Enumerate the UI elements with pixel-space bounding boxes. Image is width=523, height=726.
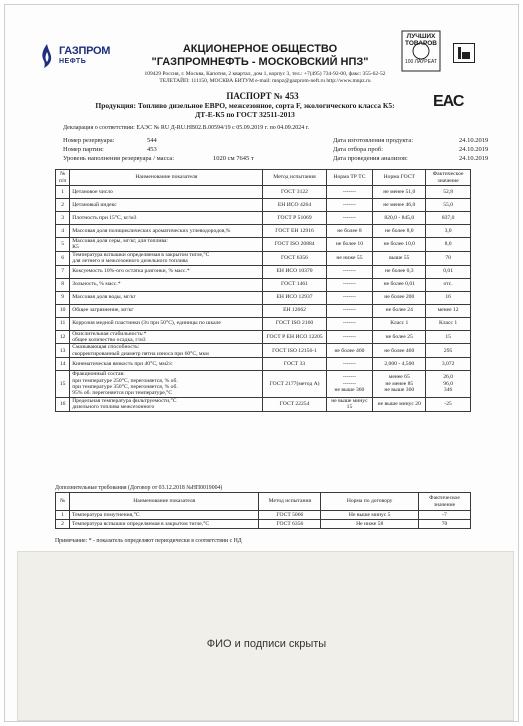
cell-tr-norm: ------- bbox=[326, 265, 373, 278]
badge-bottom-text: 100 ЛАУРЕАТ bbox=[405, 59, 437, 65]
logo-text-line1: ГАЗПРОМ bbox=[59, 45, 111, 57]
cell-actual: -7 bbox=[419, 511, 471, 520]
cell-gost-norm: не более 0,3 bbox=[373, 265, 426, 278]
table-row bbox=[56, 251, 471, 265]
cell-gost-norm: не более 24 bbox=[373, 304, 426, 317]
redacted-signature-area bbox=[17, 551, 514, 721]
organization-address bbox=[105, 71, 425, 85]
table-row bbox=[56, 238, 471, 252]
cell-tr-norm: ------- bbox=[326, 278, 373, 291]
cell-method: ГОСТ 6356 bbox=[259, 520, 321, 529]
table-row bbox=[56, 330, 471, 344]
cell-actual: 52,8 bbox=[426, 186, 471, 199]
cell-norm: Не выше минус 5 bbox=[321, 511, 419, 520]
cell-no: 7 bbox=[56, 265, 70, 278]
factory-icon bbox=[453, 43, 475, 63]
cell-gost-norm: не более 8,0 bbox=[373, 225, 426, 238]
cell-no: 14 bbox=[56, 358, 70, 371]
cell-name: Кинематическая вязкость при 40°С, мм2/с bbox=[70, 358, 263, 371]
info-label: Номер резервуара: bbox=[63, 137, 115, 144]
cell-name: Коррозия медной пластинки (3ч при 50°С), единицы по шкале bbox=[70, 317, 263, 330]
table-row bbox=[56, 291, 471, 304]
info-label: Уровень наполнения резервуара / масса: bbox=[63, 155, 175, 162]
cell-method: ГОСТ Р ЕН ИСО 12205 bbox=[263, 330, 326, 344]
table-row bbox=[56, 225, 471, 238]
cell-actual: 3,0 bbox=[426, 225, 471, 238]
table-row bbox=[56, 344, 471, 358]
cell-actual: Класс 1 bbox=[426, 317, 471, 330]
org-title-line2: "ГАЗПРОМНЕФТЬ - МОСКОВСКИЙ НПЗ" bbox=[151, 56, 369, 68]
cell-gost-norm: не менее 51,0 bbox=[373, 186, 426, 199]
info-label: Дата отбора проб: bbox=[333, 146, 383, 153]
col-header-actual: Фактическое значение bbox=[426, 170, 471, 186]
col-header-gost: Норма ГОСТ bbox=[373, 170, 426, 186]
cell-name: Плотность при 15°С, кг/м3 bbox=[70, 212, 263, 225]
cell-name: Общее загрязнение, мг/кг bbox=[70, 304, 263, 317]
cell-no: 11 bbox=[56, 317, 70, 330]
table-header-row bbox=[56, 170, 471, 186]
badge-top-text: ЛУЧШИХ ТОВАРОВ bbox=[405, 33, 437, 47]
cell-name: Цетановое число bbox=[70, 186, 263, 199]
cell-gost-norm: Класс 1 bbox=[373, 317, 426, 330]
cell-no: 1 bbox=[56, 186, 70, 199]
cell-name: Массовая доля воды, мг/кг bbox=[70, 291, 263, 304]
cell-method: ГОСТ 5066 bbox=[259, 511, 321, 520]
cell-gost-norm: не более 0,01 bbox=[373, 278, 426, 291]
cell-name: Температура вспышки определяемая в закрытом тигле,°С для летнего и межсезонного дизельного топлива bbox=[70, 251, 263, 265]
additional-table-body bbox=[56, 511, 471, 529]
cell-method: ГОСТ 6356 bbox=[263, 251, 326, 265]
table-row bbox=[56, 265, 471, 278]
cell-actual: 15 bbox=[426, 330, 471, 344]
batch-info-left bbox=[63, 136, 254, 163]
quality-indicators-table bbox=[55, 169, 471, 412]
table-row bbox=[56, 199, 471, 212]
info-label: Номер партии: bbox=[63, 146, 104, 153]
table-row bbox=[56, 186, 471, 199]
cell-name: Массовая доля серы, мг/кг, для топлива: К5 bbox=[70, 238, 263, 252]
info-value: 453 bbox=[147, 146, 157, 153]
info-row bbox=[333, 154, 488, 163]
logo-text-line2: НЕФТЬ bbox=[59, 58, 87, 65]
cell-no: 10 bbox=[56, 304, 70, 317]
cell-method: ГОСТ 33 bbox=[263, 358, 326, 371]
cell-tr-norm: ------- bbox=[326, 212, 373, 225]
table-row bbox=[56, 511, 471, 520]
cell-actual: 16 bbox=[426, 291, 471, 304]
cell-method: ЕН ИСО 10370 bbox=[263, 265, 326, 278]
cell-method: ЕН ИСО 12937 bbox=[263, 291, 326, 304]
document-page bbox=[4, 4, 519, 722]
info-row bbox=[63, 145, 254, 154]
add-col-header-actual: Фактическое значение bbox=[419, 493, 471, 511]
cell-method: ГОСТ ISO 12156-1 bbox=[263, 344, 326, 358]
cell-gost-norm: менее 65 не менее 85 не выше 360 bbox=[373, 371, 426, 398]
cell-tr-norm: ------- bbox=[326, 199, 373, 212]
cell-no: 1 bbox=[56, 511, 70, 520]
info-row bbox=[333, 145, 488, 154]
cell-actual: 3,072 bbox=[426, 358, 471, 371]
info-row bbox=[333, 136, 488, 145]
cell-gost-norm: не менее 46,0 bbox=[373, 199, 426, 212]
cell-name: Фракционный состав: при температуре 250°С, перегоняется, % об. при температуре 350°С, перегоняется, % об. 95% об. перегоняется при температуре,°С bbox=[70, 371, 263, 398]
cell-gost-norm: не более 25 bbox=[373, 330, 426, 344]
product-line2: ДТ-Е-К5 по ГОСТ 32511-2013 bbox=[195, 110, 295, 119]
footnote: Примечание: * - показатель определяют периодически в соответствии с НД bbox=[55, 538, 242, 544]
cell-tr-norm: не более 10 bbox=[326, 238, 373, 252]
cell-tr-norm: не выше минус 15 bbox=[326, 397, 373, 411]
cell-tr-norm: не более 460 bbox=[326, 344, 373, 358]
cell-method: ГОСТ 1461 bbox=[263, 278, 326, 291]
quality-award-badge bbox=[401, 27, 441, 75]
cell-no: 15 bbox=[56, 371, 70, 398]
cell-no: 2 bbox=[56, 520, 70, 529]
cell-tr-norm: ------- bbox=[326, 330, 373, 344]
product-line1: Продукция: Топливо дизельное ЕВРО, межсезонное, сорта F, экологического класса К5: bbox=[95, 101, 395, 110]
cell-actual: менее 12 bbox=[426, 304, 471, 317]
gazprom-neft-logo bbox=[39, 43, 111, 73]
col-header-name: Наименование показателя bbox=[70, 170, 263, 186]
cell-tr-norm: ------- bbox=[326, 186, 373, 199]
passport-title: ПАСПОРТ № 453 bbox=[226, 91, 299, 101]
cell-name: Окислительная стабильность:* общее количество осадка, г/м3 bbox=[70, 330, 263, 344]
cell-method: ГОСТ Р 51069 bbox=[263, 212, 326, 225]
eac-mark-icon: ЕАС bbox=[433, 93, 464, 110]
cell-actual: 0,01 bbox=[426, 265, 471, 278]
cell-gost-norm: не более 200 bbox=[373, 291, 426, 304]
cell-name: Температура помутнения,°С bbox=[69, 511, 258, 520]
cell-actual: 70 bbox=[419, 520, 471, 529]
cell-gost-norm: 2,000 - 4,500 bbox=[373, 358, 426, 371]
cell-name: Коксуемость 10%-ого остатка разгонки, % масс.* bbox=[70, 265, 263, 278]
cell-name: Температура вспышки определяемая в закрытом тигле,°С bbox=[69, 520, 258, 529]
cell-actual: -25 bbox=[426, 397, 471, 411]
declaration-text: Декларация о соответствии: ЕАЭС № RU Д-RU.НВ02.В.00594/19 с 05.09.2019 г. по 04.09.2024 г. bbox=[63, 125, 310, 131]
cell-tr-norm: не ниже 55 bbox=[326, 251, 373, 265]
cell-gost-norm: не более 10,0 bbox=[373, 238, 426, 252]
table-row bbox=[56, 212, 471, 225]
cell-actual: отс. bbox=[426, 278, 471, 291]
info-value: 24.10.2019 bbox=[459, 137, 489, 144]
table-row bbox=[56, 397, 471, 411]
cell-no: 3 bbox=[56, 212, 70, 225]
address-line2: ТЕЛЕТАЙП: 111150, МОСКВА БИТУМ e-mail: mnpz@gazprom-neft.ru http://www.mnpz.ru bbox=[159, 78, 371, 84]
additional-requirements-table bbox=[55, 492, 471, 529]
cell-name: Зольность, % масс.* bbox=[70, 278, 263, 291]
info-value: 544 bbox=[147, 137, 157, 144]
cell-no: 16 bbox=[56, 397, 70, 411]
cell-name: Смазывающая способность: скорректированный диаметр пятна износа при 60°С, мкм bbox=[70, 344, 263, 358]
cell-gost-norm: не выше минус 20 bbox=[373, 397, 426, 411]
organization-title bbox=[125, 43, 395, 69]
cell-actual: 70 bbox=[426, 251, 471, 265]
cell-gost-norm: не более 460 bbox=[373, 344, 426, 358]
cell-tr-norm: ------- ------- не выше 360 bbox=[326, 371, 373, 398]
table-row bbox=[56, 371, 471, 398]
cell-no: 8 bbox=[56, 278, 70, 291]
cell-no: 2 bbox=[56, 199, 70, 212]
cell-tr-norm: ------- bbox=[326, 304, 373, 317]
cell-gost-norm: 820,0 - 845,0 bbox=[373, 212, 426, 225]
address-line1: 109429 Россия, г. Москва, Капотня, 2 квартал, дом 1, корпус 3, тел.: +7(495) 734-92-00, факс: 355-62-52 bbox=[144, 71, 386, 77]
info-value: 1020 см 7645 т bbox=[213, 155, 254, 162]
cell-no: 5 bbox=[56, 238, 70, 252]
col-header-tr: Норма ТР ТС bbox=[326, 170, 373, 186]
info-label: Дата проведения анализов: bbox=[333, 155, 408, 162]
batch-info-right bbox=[333, 136, 488, 163]
col-header-no: № п/п bbox=[56, 170, 70, 186]
cell-name: Массовая доля полициклических ароматических углеводородов,% bbox=[70, 225, 263, 238]
cell-actual: 837,0 bbox=[426, 212, 471, 225]
cell-tr-norm: не более 8 bbox=[326, 225, 373, 238]
cell-no: 9 bbox=[56, 291, 70, 304]
info-row bbox=[63, 136, 254, 145]
table-row bbox=[56, 358, 471, 371]
add-col-header-name: Наименование показателя bbox=[69, 493, 258, 511]
cell-tr-norm: ------- bbox=[326, 317, 373, 330]
redaction-label: ФИО и подписи скрыты bbox=[206, 638, 327, 650]
cell-gost-norm: выше 55 bbox=[373, 251, 426, 265]
cell-no: 13 bbox=[56, 344, 70, 358]
cell-no: 6 bbox=[56, 251, 70, 265]
cell-actual: 26,0 96,0 346 bbox=[426, 371, 471, 398]
cell-method: ГОСТ ISO 20884 bbox=[263, 238, 326, 252]
additional-requirements-heading: Дополнительные требования (Договор от 03.12.2018 №НП0019004) bbox=[55, 485, 223, 491]
table-header-row bbox=[56, 493, 471, 511]
add-col-header-method: Метод испытания bbox=[259, 493, 321, 511]
cell-name: Цетановый индекс bbox=[70, 199, 263, 212]
cell-actual: 295 bbox=[426, 344, 471, 358]
col-header-method: Метод испытания bbox=[263, 170, 326, 186]
cell-name: Предельная температура фильтруемости,°С дизельного топлива межсезонного bbox=[70, 397, 263, 411]
cell-tr-norm: ------- bbox=[326, 358, 373, 371]
org-title-line1: АКЦИОНЕРНОЕ ОБЩЕСТВО bbox=[182, 43, 338, 55]
cell-norm: Не ниже 58 bbox=[321, 520, 419, 529]
cell-method: ЕН ИСО 4264 bbox=[263, 199, 326, 212]
cell-method: ГОСТ 2177(метод А) bbox=[263, 371, 326, 398]
cell-actual: 8,0 bbox=[426, 238, 471, 252]
flame-icon bbox=[39, 43, 55, 69]
add-col-header-no: № bbox=[56, 493, 70, 511]
cell-actual: 55,0 bbox=[426, 199, 471, 212]
info-row bbox=[63, 154, 254, 163]
table-body bbox=[56, 186, 471, 412]
product-description bbox=[65, 101, 425, 119]
table-row bbox=[56, 520, 471, 529]
info-value: 24.10.2019 bbox=[459, 146, 489, 153]
cell-method: ГОСТ ISO 2160 bbox=[263, 317, 326, 330]
info-value: 24.10.2019 bbox=[459, 155, 489, 162]
table-row bbox=[56, 317, 471, 330]
cell-method: ГОСТ 22254 bbox=[263, 397, 326, 411]
add-col-header-norm: Норма по договору bbox=[321, 493, 419, 511]
cell-no: 12 bbox=[56, 330, 70, 344]
table-row bbox=[56, 278, 471, 291]
cell-method: ГОСТ ЕН 12916 bbox=[263, 225, 326, 238]
cell-tr-norm: ------- bbox=[326, 291, 373, 304]
table-row bbox=[56, 304, 471, 317]
cell-method: ГОСТ 3122 bbox=[263, 186, 326, 199]
cell-method: ЕН 12662 bbox=[263, 304, 326, 317]
cell-no: 4 bbox=[56, 225, 70, 238]
info-label: Дата изготовления продукта: bbox=[333, 137, 414, 144]
